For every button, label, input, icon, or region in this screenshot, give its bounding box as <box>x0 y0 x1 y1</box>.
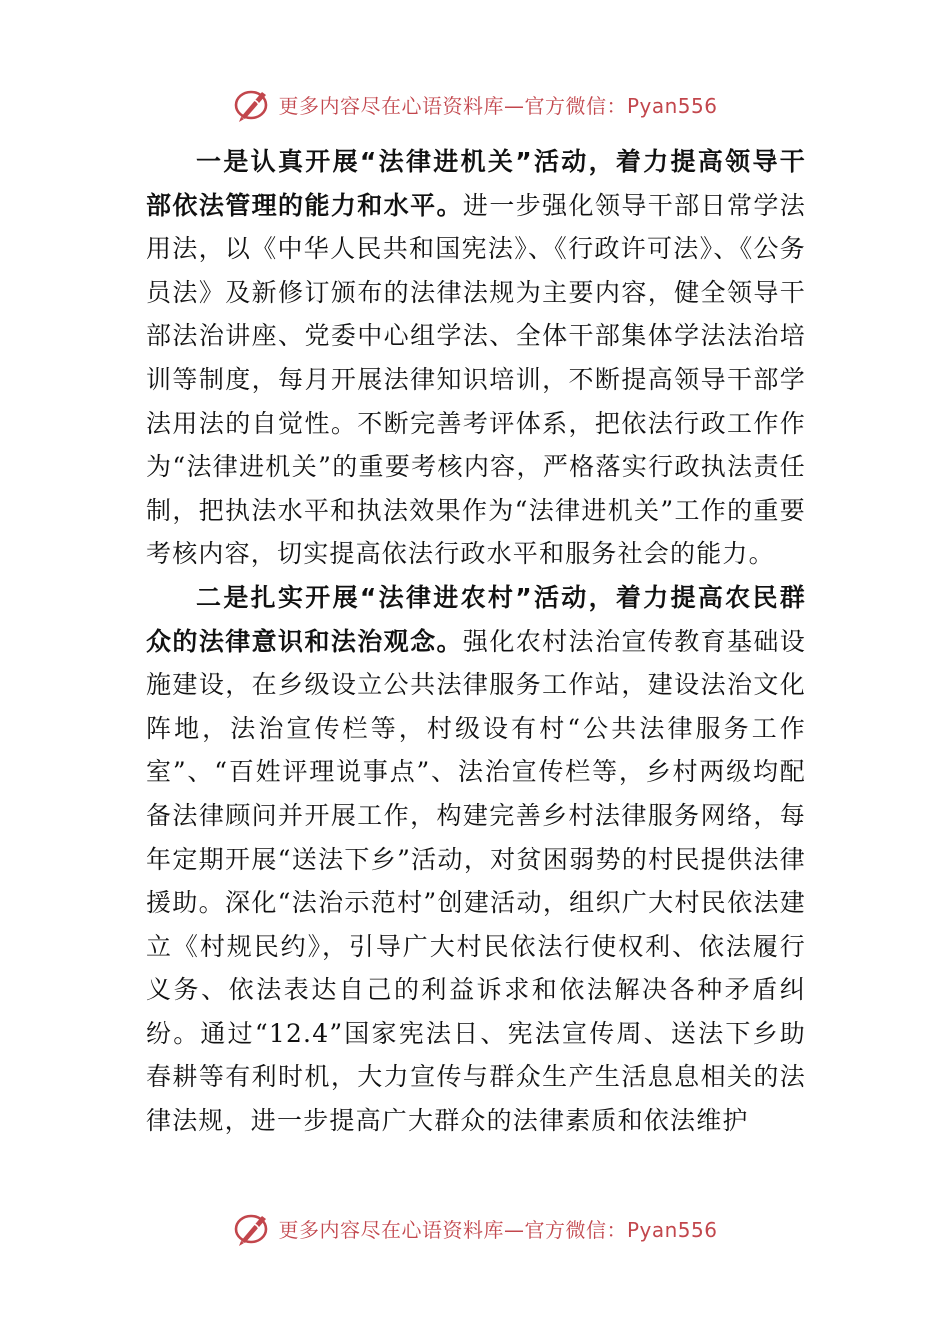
pen-logo-icon <box>232 1208 272 1248</box>
paragraph-law-into-villages <box>146 576 806 1143</box>
header-watermark-banner <box>0 84 950 124</box>
paragraph-lead-heading: 一是认真开展“法律进机关”活动，着力提高领导干部依法管理的能力和水平。 <box>146 147 806 220</box>
footer-watermark-text: 更多内容尽在心语资料库—官方微信：Pyan556 <box>278 1217 718 1242</box>
pen-logo-icon <box>232 84 272 124</box>
paragraph-body-text: 进一步强化领导干部日常学法用法，以《中华人民共和国宪法》、《行政许可法》、《公务员法》及新修订颁布的法律法规为主要内容，健全领导干部法治讲座、党委中心组学法、全体干部集体学法法治培训等制度，每月开展法律知识培训，不断提高领导干部学法用法的自觉性。不断完善考评体系，把依法行政工作作为“法律进机关”的重要考核内容，严格落实行政执法责任制，把执法水平和执法效果作为“法律进机关”工作的重要考核内容，切实提高依法行政水平和服务社会的能力。 <box>146 190 806 569</box>
document-body <box>146 140 806 1143</box>
paragraph-lead-heading: 二是扎实开展“法律进农村”活动，着力提高农民群众的法律意识和法治观念。 <box>146 582 806 656</box>
paragraph-body-text: 强化农村法治宣传教育基础设施建设，在乡级设立公共法律服务工作站，建设法治文化阵地，法治宣传栏等，村级设有村“公共法律服务工作室”、“百姓评理说事点”、法治宣传栏等，乡村两级均配备法律顾问并开展工作，构建完善乡村法律服务网络，每年定期开展“送法下乡”活动，对贫困弱势的村民提供法律援助。深化“法治示范村”创建活动，组织广大村民依法建立《村规民约》，引导广大村民依法行使权利、依法履行义务、依法表达自己的利益诉求和依法解决各种矛盾纠纷。通过“12.4”国家宪法日、宪法宣传周、送法下乡助春耕等有利时机，大力宣传与群众生产生活息息相关的法律法规，进一步提高广大群众的法律素质和依法维护 <box>146 626 806 1136</box>
footer-watermark-banner <box>0 1208 950 1248</box>
header-watermark-text: 更多内容尽在心语资料库—官方微信：Pyan556 <box>278 93 718 118</box>
paragraph-law-into-agencies <box>146 140 806 576</box>
